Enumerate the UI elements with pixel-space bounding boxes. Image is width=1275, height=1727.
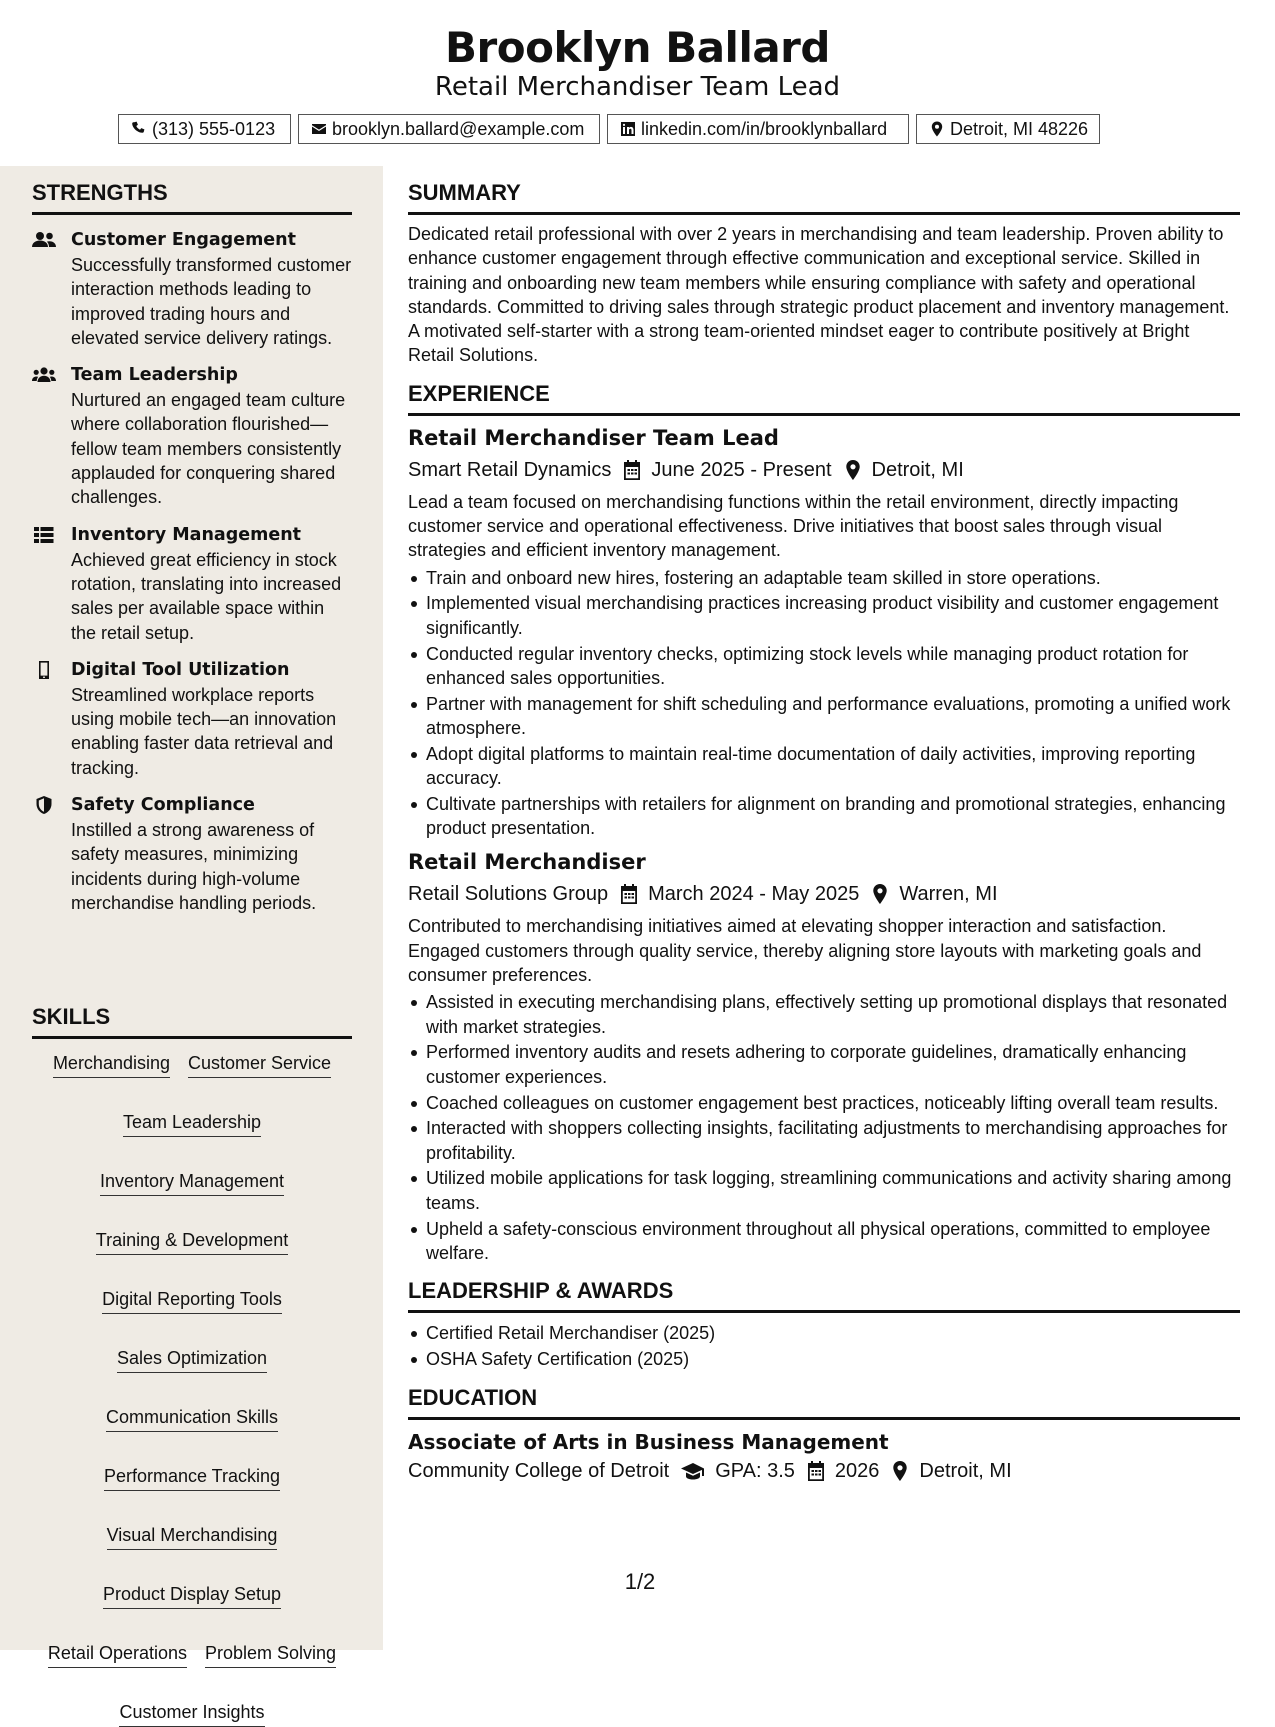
calendar-icon (620, 884, 638, 904)
list-item: Train and onboard new hires, fostering an adaptable team skilled in store operations. (408, 566, 1240, 590)
contact-text: linkedin.com/in/brooklynballard (641, 119, 888, 139)
skill-tag: Customer Insights (119, 1700, 264, 1727)
strength-title: Inventory Management (71, 524, 302, 545)
users-icon (32, 231, 56, 249)
contact-text: brooklyn.ballard@example.com (332, 119, 585, 139)
skills-section (32, 1004, 352, 1727)
strength-item (32, 658, 352, 780)
skill-tag: Communication Skills (106, 1405, 278, 1432)
strength-title: Team Leadership (71, 365, 238, 386)
contact-location[interactable] (916, 114, 1100, 144)
list-item: Adopt digital platforms to maintain real-time documentation of daily activities, improving reporting accuracy. (408, 742, 1240, 791)
phone-icon (131, 121, 147, 137)
strength-title: Safety Compliance (71, 795, 255, 816)
list-item: Coached colleagues on customer engagement best practices, noticeably lifting overall team results. (408, 1091, 1240, 1115)
strength-item (32, 228, 352, 350)
skill-tag: Retail Operations (48, 1641, 187, 1668)
map-pin-icon (929, 121, 945, 137)
education-section (408, 1385, 1240, 1484)
graduation-cap-icon (681, 1461, 705, 1481)
list-item: Upheld a safety-conscious environment throughout all physical operations, committed to employee welfare. (408, 1217, 1240, 1266)
experience-heading: EXPERIENCE (408, 381, 1240, 416)
map-pin-icon (871, 884, 889, 904)
mobile-icon (32, 661, 56, 679)
job-location: Warren, MI (899, 883, 998, 906)
summary-heading: SUMMARY (408, 180, 1240, 215)
skill-tag: Sales Optimization (117, 1346, 267, 1373)
gpa: GPA: 3.5 (715, 1460, 795, 1483)
skill-tag: Team Leadership (123, 1110, 261, 1137)
list-item: Implemented visual merchandising practices increasing product visibility and customer engagement significantly. (408, 591, 1240, 640)
job-title: Retail Merchandiser (408, 850, 646, 875)
company-name: Retail Solutions Group (408, 883, 609, 906)
job-dates: March 2024 - May 2025 (648, 883, 860, 906)
company-name: Smart Retail Dynamics (408, 458, 612, 481)
list-item: Cultivate partnerships with retailers for alignment on branding and promotional strategies, enhancing product presentation. (408, 792, 1240, 841)
degree-title: Associate of Arts in Business Management (408, 1430, 889, 1455)
strength-item (32, 363, 352, 509)
strength-item (32, 523, 352, 645)
strength-desc: Instilled a strong awareness of safety measures, minimizing incidents during high-volume merchandise handling periods. (71, 820, 317, 913)
skill-tag: Customer Service (188, 1051, 331, 1078)
list-item: Interacted with shoppers collecting insights, facilitating adjustments to merchandising approaches for profitability. (408, 1116, 1240, 1165)
envelope-icon (311, 121, 327, 137)
contact-email[interactable] (298, 114, 600, 144)
list-item: OSHA Safety Certification (2025) (408, 1347, 1240, 1371)
page-number: 1/2 (624, 1569, 656, 1594)
awards-list (408, 1321, 1240, 1371)
skill-tag: Visual Merchandising (107, 1523, 278, 1550)
contact-text: Detroit, MI 48226 (950, 119, 1089, 139)
shield-icon (32, 796, 56, 814)
contact-text: (313) 555-0123 (152, 119, 276, 139)
team-icon (32, 366, 56, 384)
job-location: Detroit, MI (871, 458, 964, 481)
candidate-title: Retail Merchandiser Team Lead (434, 72, 841, 102)
skill-tag: Digital Reporting Tools (102, 1287, 282, 1314)
job-bullets (408, 566, 1240, 841)
resume-header (0, 0, 1275, 166)
school-name: Community College of Detroit (408, 1460, 670, 1483)
calendar-icon (623, 460, 641, 480)
list-item: Performed inventory audits and resets adhering to corporate guidelines, dramatically enhancing customer experiences. (408, 1040, 1240, 1089)
map-pin-icon (844, 460, 862, 480)
strength-desc: Successfully transformed customer interaction methods leading to improved trading hours and elevated service delivery ratings. (71, 255, 352, 348)
skill-tag: Training & Development (96, 1228, 288, 1255)
skill-tag: Problem Solving (205, 1641, 336, 1668)
awards-heading: LEADERSHIP & AWARDS (408, 1278, 1240, 1313)
job-description: Lead a team focused on merchandising functions within the retail environment, directly impacting customer service and operational effectiveness. Drive initiatives that boost sales through visual strategies and efficient inventory management. (408, 491, 1179, 561)
strength-item (32, 793, 352, 915)
education-heading: EDUCATION (408, 1385, 1240, 1420)
list-item: Utilized mobile applications for task logging, streamlining communications and activity sharing among teams. (408, 1166, 1240, 1215)
job-meta (408, 457, 1240, 483)
experience-section (408, 381, 1240, 1265)
job-bullets (408, 990, 1240, 1265)
skill-tag: Performance Tracking (104, 1464, 280, 1491)
contact-phone[interactable] (118, 114, 291, 144)
strengths-section (32, 180, 352, 915)
map-pin-icon (891, 1461, 909, 1481)
job-dates: June 2025 - Present (651, 458, 832, 481)
education-meta (408, 1458, 1240, 1484)
linkedin-icon (620, 121, 636, 137)
list-item: Conducted regular inventory checks, optimizing stock levels while managing product rotation for enhanced sales opportunities. (408, 642, 1240, 691)
strength-desc: Nurtured an engaged team culture where collaboration flourished—fellow team members consistently applauded for conquering shared challenges. (71, 390, 346, 508)
school-location: Detroit, MI (919, 1460, 1012, 1483)
main-content (408, 166, 1240, 1484)
summary-text: Dedicated retail professional with over 2 years in merchandising and team leadership. Proven ability to enhance customer engagement through effective communication and exceptional service. Skilled in training and onboarding new team members while ensuring compliance with safety and operational standards. Committed to driving sales through strategic product placement and inventory management. A motivated self-starter with a strong team-oriented mindset eager to contribute positively at Bright Retail Solutions. (408, 224, 1230, 366)
strengths-heading: STRENGTHS (32, 180, 352, 215)
list-item: Certified Retail Merchandiser (2025) (408, 1321, 1240, 1345)
strength-desc: Streamlined workplace reports using mobile tech—an innovation enabling faster data retrieval and tracking. (71, 684, 337, 778)
awards-section (408, 1278, 1240, 1371)
job-entry (408, 425, 1240, 841)
sidebar (0, 166, 383, 1722)
job-description: Contributed to merchandising initiatives aimed at elevating shopper interaction and satisfaction. Engaged customers through quality service, thereby aligning store layouts with marketing goals and consumer preferences. (408, 916, 1202, 986)
list-item: Assisted in executing merchandising plans, effectively setting up promotional displays that resonated with market strategies. (408, 990, 1240, 1039)
strength-title: Customer Engagement (71, 230, 297, 250)
job-entry (408, 849, 1240, 1265)
skills-list (32, 1051, 352, 1727)
strength-desc: Achieved great efficiency in stock rotation, translating into increased sales per available space within the retail setup. (71, 549, 342, 643)
graduation-year: 2026 (834, 1460, 880, 1483)
job-meta (408, 881, 1240, 907)
candidate-name: Brooklyn Ballard (445, 23, 830, 72)
skill-tag: Product Display Setup (103, 1582, 281, 1609)
calendar-icon (807, 1461, 825, 1481)
skill-tag: Merchandising (53, 1051, 170, 1078)
contact-bar (118, 114, 1158, 144)
job-title: Retail Merchandiser Team Lead (408, 425, 779, 450)
skills-heading: SKILLS (32, 1004, 352, 1039)
summary-section (408, 180, 1240, 368)
list-icon (32, 526, 56, 544)
skill-tag: Inventory Management (100, 1169, 284, 1196)
strength-title: Digital Tool Utilization (71, 659, 290, 680)
list-item: Partner with management for shift scheduling and performance evaluations, promoting a unified work atmosphere. (408, 692, 1240, 741)
contact-linkedin[interactable] (607, 114, 909, 144)
